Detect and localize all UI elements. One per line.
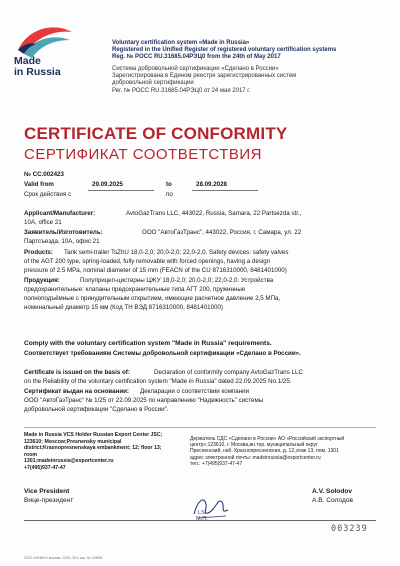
products-label-ru: Продукция: [24,277,60,284]
signatory-name-ru: А.В. Солодов [312,497,354,504]
vice-president-title-en: Vice President [24,488,70,495]
applicant-value-ru-1: ООО "АвтоГазТранс", 443022, Россия, г. Самара, ул. 22 [142,229,302,236]
valid-from-underline [88,190,154,191]
stamp-mark-line1: LS [198,510,205,516]
footer-en-line5: +7(495)937-47-47 [24,464,66,471]
logo-text-line2: in Russia [14,66,61,78]
issued-basis-ru-3: добровольной сертификации "Сделано в России". [24,406,169,413]
products-ru-line4: номинальный диаметр 15 мм (Код ТН ВЭД 8716310000, 8481401000) [24,304,223,311]
serial-number: 003239 [331,524,368,534]
footer-holder-en [24,432,172,472]
products-ru-line2: предохранительные: клапаны предохранительные типа АГТ 200, пружинные [24,286,246,293]
footer-ru-line5: тел.: +7(495)937-47-47 [190,460,243,467]
title-english: CERTIFICATE OF CONFORMITY [24,124,288,143]
signatory-name-en: A.V. Solodov [312,488,353,495]
valid-from-label: Valid from [24,181,54,188]
valid-to-label: to [166,181,172,188]
applicant-value-en-2: 10A, office 21 [24,219,62,226]
header-en-line3: Reg. № РОСС RU.31685.04РЭЦ0 from the 24th of May 2017 [112,54,281,61]
certificate-number: № СС.002423 [24,171,64,178]
header-english [112,40,394,62]
comply-statement-ru: Соответствует требованиям Системы добровольной сертификации «Сделано в России». [24,350,301,357]
logo-text [14,56,94,78]
issued-basis-ru-1: Декларации о соответствии компании [140,388,250,395]
applicant-value-en-1: AvtoGazTrans LLC, 443022, Russia, Samara, 22 Partsezda str., [126,210,302,217]
signatory-left [24,487,73,505]
issued-basis-en-1: Declaration of conformity company AvtoGazTrans LLC [154,369,303,376]
footer-en-line3: district;Krasnopresnenskaya embankment; 12; floor 13; room [24,445,162,458]
logo-text-line1: Made [14,55,41,67]
header-en-line2: Registered in the Unified Register of registered voluntary certification systems [112,47,337,54]
print-note: ООО «ИНИН» москва, 2025, 50т, зак. № 0480D [24,556,103,560]
vice-president-title-ru: Вице-президент [24,497,74,504]
products-line2: of the AGT 200 type, spring-loaded, fully removable with forced openings, having a design [24,258,271,265]
issued-basis-label-ru: Сертификат выдан на основании: [24,388,129,395]
footer-divider [24,427,376,428]
valid-from-label-ru: Срок действия с [24,191,72,198]
header-ru-line1: Система добровольной сертификации «Сделано в России» [112,66,279,72]
footer-en-line2: 123610; Moscow;Presnensky municipal [24,438,122,445]
applicant-value-ru-2: Партсъезда, 10А, офис 21 [24,238,100,245]
products-line1: Tank semi-trailer TsZhU 18,0-2,0; 20,0-2,0; 22,0-2,0. Safety devices: safety valves [64,249,289,256]
valid-to-underline [192,190,258,191]
valid-to-label-ru: по [166,191,173,198]
footer-ru-line4: адрес электронной почты: madeinrussia@exportcenter.ru [190,454,321,461]
footer-holder-ru [190,436,380,467]
products-ru-line3: полноподъёмные с принудительным открытием, имеющие расчетное давление 2,5 МПа, [24,295,281,302]
applicant-label: Applicant/Manufacturer: [24,210,96,217]
footer-ru-line1: Держатель СДС «Сделано в России» АО «Российский экспортный [190,436,345,442]
issued-basis-ru-2: ООО "АвтоГазТранс" № 1/25 от 22.09.2025 по направлению "Надежность" системы [24,397,264,404]
title-russian: СЕРТИФИКАТ СООТВЕТСТВИЯ [24,146,262,163]
valid-to-date: 28.09.2028 [196,181,227,188]
stamp-mark-line2: М.П. [196,516,208,522]
header-ru-line3: добровольной сертификации [112,80,194,87]
products-ru-line1: Полуприцеп-цистерны ЦЖУ 18,0-2,0; 20,0-2,0; 22,0-2,0. Устройства [80,277,274,284]
footer-en-line1: Made in Russia VCS Holder Russian Export Center JSC; [24,432,163,438]
header-ru-line4: Рег. № РОСС RU.31685.04РЭЦ0 от 24 мая 2017 г. [112,87,251,94]
signatory-right [312,487,353,505]
header-en-line1: Voluntary certification system «Made in Russia» [112,40,250,46]
issued-basis-label: Certificate is issued on the basis of: [24,369,130,376]
footer-ru-line2: центр»;123610, г. Москва,вн.тер. муниципальный округ [190,442,318,449]
footer-ru-line3: Пресненский, наб. Краснопресненская, д. 12,этаж 13, пом. 1301 [190,448,339,455]
header-ru-line2: Зарегистрирована в Едином реестре зарегистрированных систем [112,73,297,80]
comply-statement-en: Comply with the voluntary certification system "Made in Russia" requirements. [24,340,272,347]
applicant-label-ru: Заявитель/Изготовитель: [24,229,103,236]
valid-from-date: 29.09.2025 [92,181,123,188]
footer-en-line4: 1301;madeinrussia@exportcenter.ru [24,458,114,465]
signature-line [24,520,376,521]
issued-basis-en-2: on the Reliability of the voluntary certification system "Made in Russia" dated 22.09.2025 No.1/25. [24,378,292,385]
header-russian [112,66,394,95]
products-line3: pressure of 2.5 MPa, nominal diameter of 15 mm (FEACN of the CU 8716310000, 8481401000) [24,267,287,274]
products-label: Products: [24,249,53,256]
